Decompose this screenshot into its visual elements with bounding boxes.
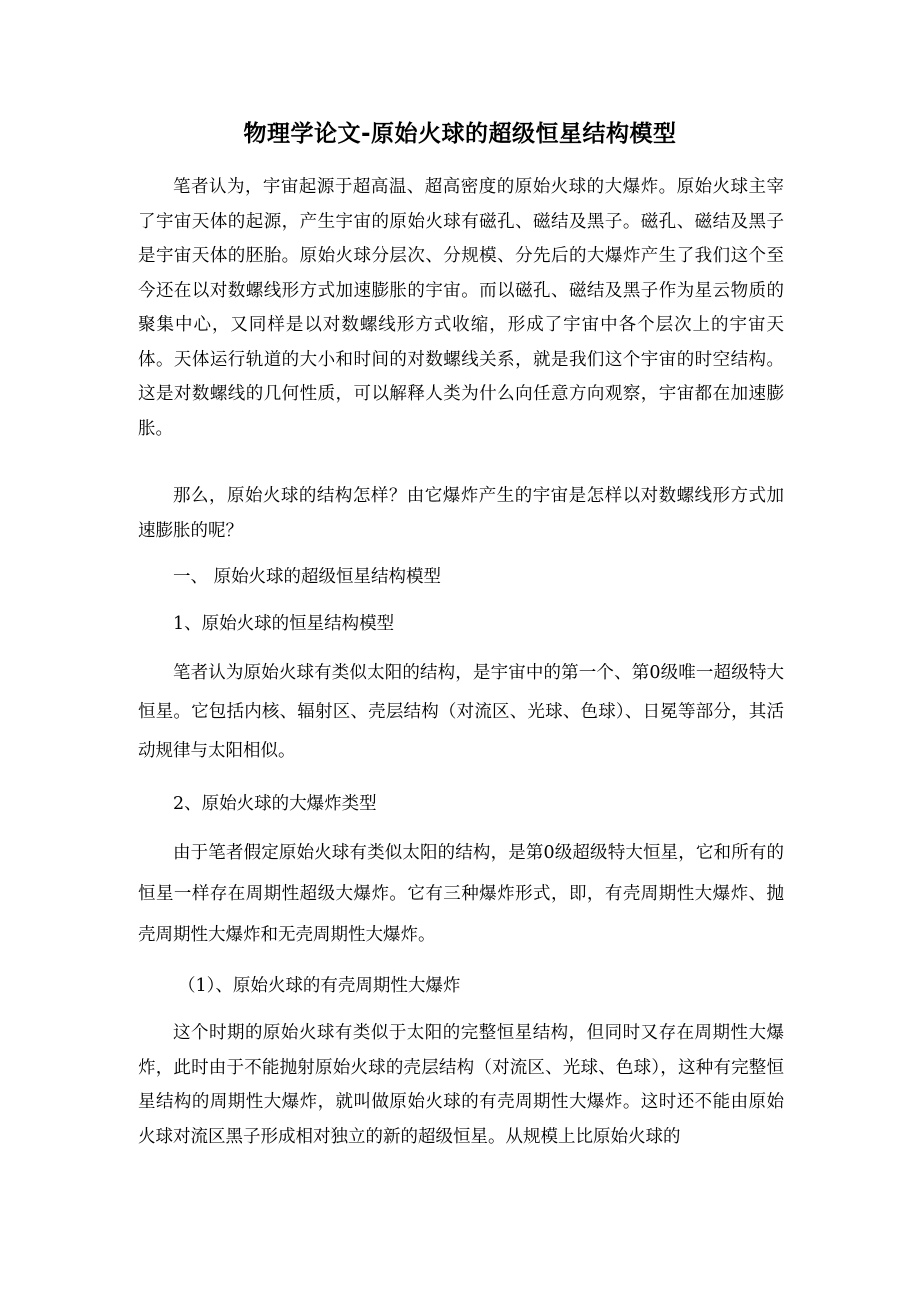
subsection-heading-3: （1）、原始火球的有壳周期性大爆炸	[178, 976, 461, 996]
section-heading-1: 一、 原始火球的超级恒星结构模型	[173, 567, 442, 587]
paragraph-question: 那么，原始火球的结构怎样？由它爆炸产生的宇宙是怎样以对数螺线形方式加速膨胀的呢？	[138, 486, 784, 541]
paragraph-explosion-types: 由于笔者假定原始火球有类似太阳的结构，是第0级超级特大恒星，它和所有的恒星一样存在周期性超级大爆炸。它有三种爆炸形式，即，有壳周期性大爆炸、抛壳周期性大爆炸和无壳周期性大爆炸。	[138, 843, 784, 945]
paragraph-intro: 笔者认为，宇宙起源于超高温、超高密度的原始火球的大爆炸。原始火球主宰了宇宙天体的起源，产生宇宙的原始火球有磁孔、磁结及黑子。磁孔、磁结及黑子是宇宙天体的胚胎。原始火球分层次、分规模、分先后的大爆炸产生了我们这个至今还在以对数螺线形方式加速膨胀的宇宙。而以磁孔、磁结及黑子作为星云物质的聚集中心，又同样是以对数螺线形方式收缩，形成了宇宙中各个层次上的宇宙天体。天体运行轨道的大小和时间的对数螺线关系，就是我们这个宇宙的时空结构。这是对数螺线的几何性质，可以解释人类为什么向任意方向观察，宇宙都在加速膨胀。	[138, 177, 784, 439]
subsection-heading-2: 2、原始火球的大爆炸类型	[173, 794, 377, 814]
paragraph-shelled-explosion: 这个时期的原始火球有类似于太阳的完整恒星结构，但同时又存在周期性大爆炸，此时由于不能抛射原始火球的壳层结构（对流区、光球、色球），这种有完整恒星结构的周期性大爆炸，就叫做原始火球的有壳周期性大爆炸。这时还不能由原始火球对流区黑子形成相对独立的新的超级恒星。从规模上比原始火球的	[138, 1023, 784, 1147]
paragraph-structure-model: 笔者认为原始火球有类似太阳的结构，是宇宙中的第一个、第0级唯一超级特大恒星。它包括内核、辐射区、壳层结构（对流区、光球、色球）、日冕等部分，其活动规律与太阳相似。	[138, 663, 784, 761]
document-title: 物理学论文-原始火球的超级恒星结构模型	[243, 121, 677, 147]
subsection-heading-1: 1、原始火球的恒星结构模型	[173, 614, 395, 634]
